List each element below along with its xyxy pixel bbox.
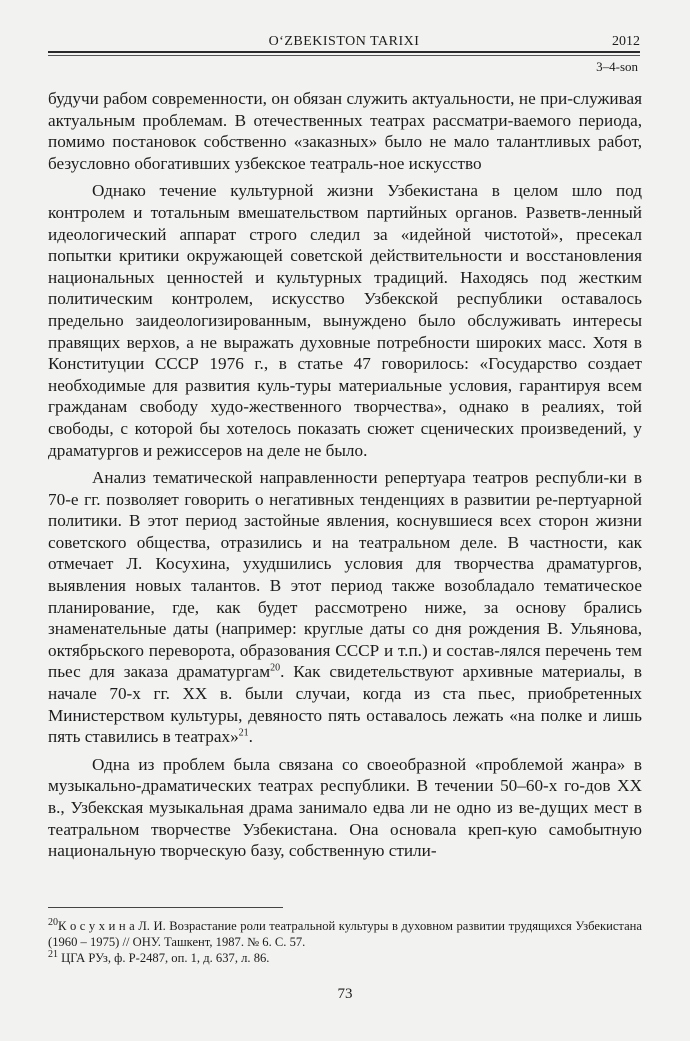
footnote-number: 20: [48, 916, 58, 928]
paragraph: будучи рабом современности, он обязан служить актуальности, не при-служивая актуальным проблемам. В отечественных театрах рассматри-ваемого периода, помимо постановок собственно «заказных» было не мало талантливых работ, безусловно обогативших узбекское театраль-ное искусство: [48, 89, 642, 173]
footnotes: [48, 916, 642, 968]
footnote: [48, 916, 642, 950]
paragraph: Однако течение культурной жизни Узбекистана в целом шло под контролем и тотальным вмешательством партийных органов. Разветв-ленный идеологический аппарат строго следил за «идейной чистотой», пресекал попытки критики окружающей советской действительности и восстановления национальных ценностей и культурных традиций. Находясь под жестким политическим контролем, искусство Узбекской республики оставалось предельно заидеологизированным, вынуждено было обслуживать интересы правящих верхов, а не выражать духовные потребности широких масс. Хотя в Конституции СССР 1976 г., в статье 47 говорилось: «Государство создает необходимые для развития куль-туры материальные условия, гарантируя всем гражданам свободу худо-жественного творчества», однако в реалиях, той свободы, с которой бы хотелось показать сюжет сценических произведений, у драматургов и режиссеров на деле не было.: [48, 181, 642, 460]
footnote-number: 21: [48, 949, 58, 960]
footnote-ref[interactable]: 20: [270, 662, 281, 674]
footnote-text: Возрастание роли театральной культуры в духовном развитии трудящихся Узбекистана (1960 – 1975) // ОНУ. Ташкент, 1987. № 6. С. 57.: [48, 919, 642, 949]
header-rule: [48, 51, 640, 53]
paragraph-text: . Как свидетельствуют архивные материалы, в начале 70-х гг. XX в. были случаи, когда из ста пьес, приобретенных Министерством культуры, девяносто пять оставалось лежать «на полке и лишь пять ставились в театрах»: [48, 662, 642, 747]
paragraph: [48, 467, 642, 748]
page-number: 73: [337, 986, 353, 1002]
footnote-ref[interactable]: 21: [238, 727, 249, 739]
footnote: [48, 951, 642, 967]
paragraph-text: .: [248, 727, 253, 747]
running-header: [48, 34, 640, 52]
paragraph-text: Анализ тематической направленности репертуара театров республи-ки в 70-е гг. позволяет говорить о негативных тенденциях в развитии ре-пертуарной политики. В этот период застойные явления, коснувшиеся всех сторон жизни советского общества, отразились и на театральном деле. В частности, как отмечает Л. Косухина, ухудшились условия для творчества драматургов, выявления новых талантов. В этот период также возобладало тематическое планирование, где, как будет рассмотрено ниже, за основу брались знаменательные даты (например: круглые даты со дня рождения В. Ульянова, октябрьского переворота, образования СССР и т.п.) и состав-лялся перечень тем пьес для заказа драматургам: [48, 468, 642, 682]
footnote-text: ЦГА РУз, ф. Р-2487, оп. 1, д. 637, л. 86.: [58, 951, 270, 966]
issue-label: 3–4-son: [596, 59, 638, 74]
journal-title: O‘ZBEKISTON TARIXI: [268, 34, 420, 49]
header-rule-thin: [48, 55, 640, 56]
article-body: [48, 88, 642, 868]
footnote-divider: [48, 907, 283, 908]
footnote-author: К о с у х и н а Л. И.: [58, 919, 166, 933]
year-label: 2012: [612, 34, 640, 49]
paragraph: Одна из проблем была связана со своеобразной «проблемой жанра» в музыкально-драматических театрах республики. В течении 50–60-х го-дов XX в., Узбекская музыкальная драма занимало едва ли не одно из ве-дущих мест в театральном творчестве Узбекистана. Она основала креп-кую самобытную национальную творческую базу, собственную стили-: [48, 754, 642, 861]
